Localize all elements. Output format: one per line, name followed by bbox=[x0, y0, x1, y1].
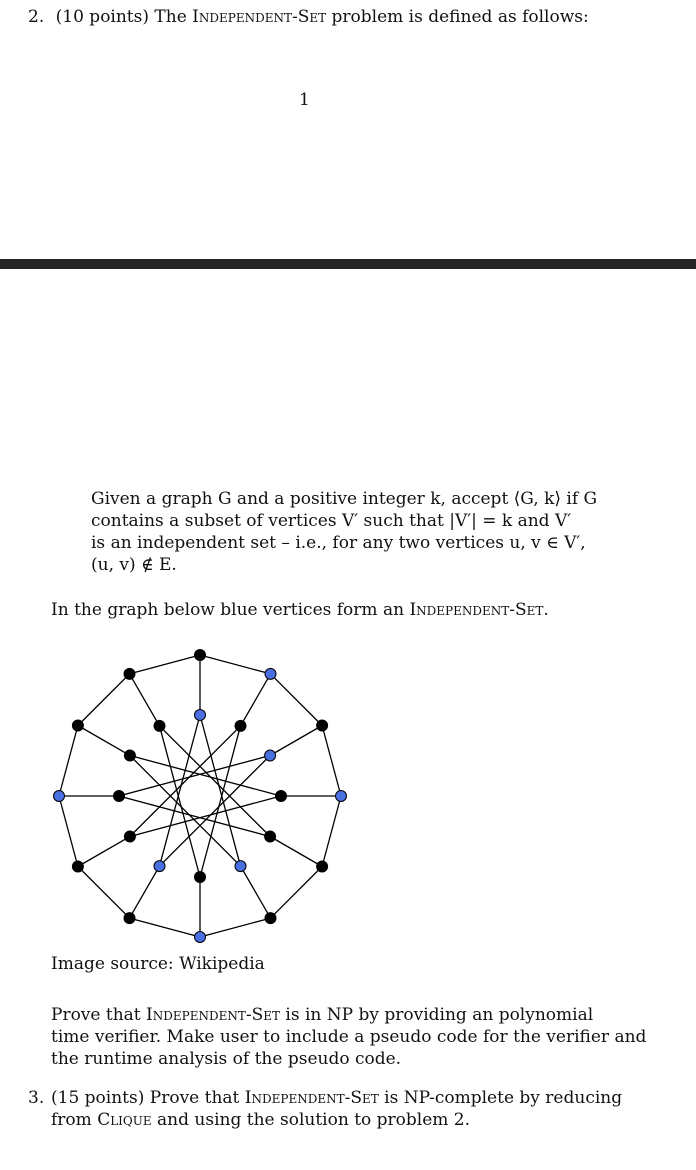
graph-edge-i2-i7 bbox=[160, 756, 271, 867]
graph-edge-o5-o6 bbox=[200, 918, 271, 937]
problem-2-tail: problem is defined as follows: bbox=[326, 7, 589, 27]
problem-3-line-2-name: Clique bbox=[97, 1110, 152, 1130]
graph-vertex-i2-blue bbox=[265, 750, 276, 761]
graph-vertices bbox=[54, 650, 347, 943]
graph-edge-i4-i9 bbox=[119, 796, 270, 837]
problem-2-points: (10 points) The bbox=[55, 7, 193, 27]
image-source: Image source: Wikipedia bbox=[51, 954, 265, 974]
graph-intro bbox=[51, 599, 549, 621]
graph-vertex-o2-black bbox=[317, 720, 328, 731]
problem-3-line-1-post: is NP-complete by reducing bbox=[378, 1088, 623, 1108]
graph-edge-o11-o0 bbox=[130, 655, 201, 674]
problem-3-number: 3. bbox=[28, 1088, 45, 1108]
problem-3-line-2 bbox=[51, 1109, 603, 1131]
graph-edge-o0-o1 bbox=[200, 655, 271, 674]
definition-line-3: is an independent set – i.e., for any two vertices u, v ∈ V′, bbox=[91, 533, 586, 553]
problem-3-line-1-name: Independent-Set bbox=[244, 1088, 379, 1108]
graph-edge-i6-i11 bbox=[160, 726, 201, 877]
graph-vertex-o4-black bbox=[317, 861, 328, 872]
graph-edge-i9-i2 bbox=[119, 756, 270, 797]
graph-edge-i8-i1 bbox=[130, 726, 241, 837]
definition-line-4: (u, v) ∉ E. bbox=[91, 555, 177, 575]
graph-edge-o7-o8 bbox=[78, 867, 130, 919]
graph-vertex-o8-black bbox=[72, 861, 83, 872]
graph-edge-o6-o7 bbox=[130, 918, 201, 937]
problem-2-heading bbox=[28, 6, 589, 28]
page-separator bbox=[0, 259, 696, 269]
graph-edge-o2-i2 bbox=[270, 726, 322, 756]
problem-3-line-2-post: and using the solution to problem 2. bbox=[151, 1110, 471, 1130]
prove-line-1 bbox=[51, 1004, 603, 1026]
prove-line-1-pre: Prove that bbox=[51, 1005, 147, 1025]
graph-vertex-i5-blue bbox=[235, 861, 246, 872]
graph-intro-post: . bbox=[543, 600, 549, 620]
graph-edge-i7-i0 bbox=[160, 715, 201, 866]
graph-edge-o2-o3 bbox=[322, 726, 341, 797]
graph-edges bbox=[59, 655, 341, 937]
graph-edge-o7-i7 bbox=[130, 866, 160, 918]
prove-block bbox=[51, 1004, 647, 1070]
problem-3-line-2-pre: from bbox=[51, 1110, 98, 1130]
graph-vertex-o9-blue bbox=[54, 791, 65, 802]
problem-3-block bbox=[51, 1087, 623, 1131]
graph-vertex-i6-black bbox=[195, 872, 206, 883]
graph-vertex-o6-blue bbox=[195, 932, 206, 943]
graph-vertex-o0-black bbox=[195, 650, 206, 661]
prove-line-2: time verifier. Make user to include a pseudo code for the verifier and bbox=[51, 1027, 647, 1047]
graph-edge-i11-i4 bbox=[160, 726, 271, 837]
graph-edge-i0-i5 bbox=[200, 715, 241, 866]
graph-edge-o5-i5 bbox=[241, 866, 271, 918]
graph-vertex-i9-black bbox=[114, 791, 125, 802]
problem-3-line-1 bbox=[51, 1087, 623, 1109]
graph-edge-o1-o2 bbox=[271, 674, 323, 726]
definition-line-2: contains a subset of vertices V′ such that |V′| = k and V′ bbox=[91, 511, 572, 531]
graph-edge-i5-i10 bbox=[130, 756, 241, 867]
graph-vertex-i11-black bbox=[154, 720, 165, 731]
graph-vertex-o10-black bbox=[72, 720, 83, 731]
graph-vertex-i8-black bbox=[124, 831, 135, 842]
graph-intro-pre: In the graph below blue vertices form an bbox=[51, 600, 410, 620]
graph-vertex-i4-black bbox=[265, 831, 276, 842]
problem-3-line-1-pre: (15 points) Prove that bbox=[51, 1088, 245, 1108]
graph-vertex-i3-black bbox=[276, 791, 287, 802]
graph-vertex-o3-blue bbox=[336, 791, 347, 802]
graph-vertex-i7-blue bbox=[154, 861, 165, 872]
graph-vertex-i1-black bbox=[235, 720, 246, 731]
graph-vertex-o1-blue bbox=[265, 668, 276, 679]
graph-edge-i1-i6 bbox=[200, 726, 241, 877]
graph-edge-o8-o9 bbox=[59, 796, 78, 867]
problem-2-name: Independent-Set bbox=[192, 7, 327, 27]
problem-2-number: 2. bbox=[28, 7, 45, 27]
graph-edge-o9-o10 bbox=[59, 726, 78, 797]
graph-intro-name: Independent-Set bbox=[409, 600, 544, 620]
graph-edge-i3-i8 bbox=[130, 796, 281, 837]
graph-edge-o1-i1 bbox=[241, 674, 271, 726]
graph-edge-i10-i3 bbox=[130, 756, 281, 797]
graph-edge-o10-o11 bbox=[78, 674, 130, 726]
prove-line-1-name: Independent-Set bbox=[146, 1005, 280, 1025]
graph-edge-o4-i4 bbox=[270, 837, 322, 867]
graph-vertex-i0-blue bbox=[195, 710, 206, 721]
graph-vertex-i10-black bbox=[124, 750, 135, 761]
graph-vertex-o5-black bbox=[265, 913, 276, 924]
graph-edge-o10-i10 bbox=[78, 726, 130, 756]
prove-line-1-post: is in NP by providing an polynomial bbox=[280, 1005, 594, 1025]
graph-vertex-o7-black bbox=[124, 913, 135, 924]
page-number: 1 bbox=[299, 90, 310, 110]
prove-line-3: the runtime analysis of the pseudo code. bbox=[51, 1049, 402, 1069]
graph-edge-o3-o4 bbox=[322, 796, 341, 867]
graph-edge-o8-i8 bbox=[78, 837, 130, 867]
graph-edge-o4-o5 bbox=[271, 867, 323, 919]
definition-line-1: Given a graph G and a positive integer k, accept ⟨G, k⟩ if G bbox=[91, 489, 598, 509]
definition-block bbox=[91, 488, 598, 576]
graph-vertex-o11-black bbox=[124, 668, 135, 679]
graph-edge-o11-i11 bbox=[130, 674, 160, 726]
